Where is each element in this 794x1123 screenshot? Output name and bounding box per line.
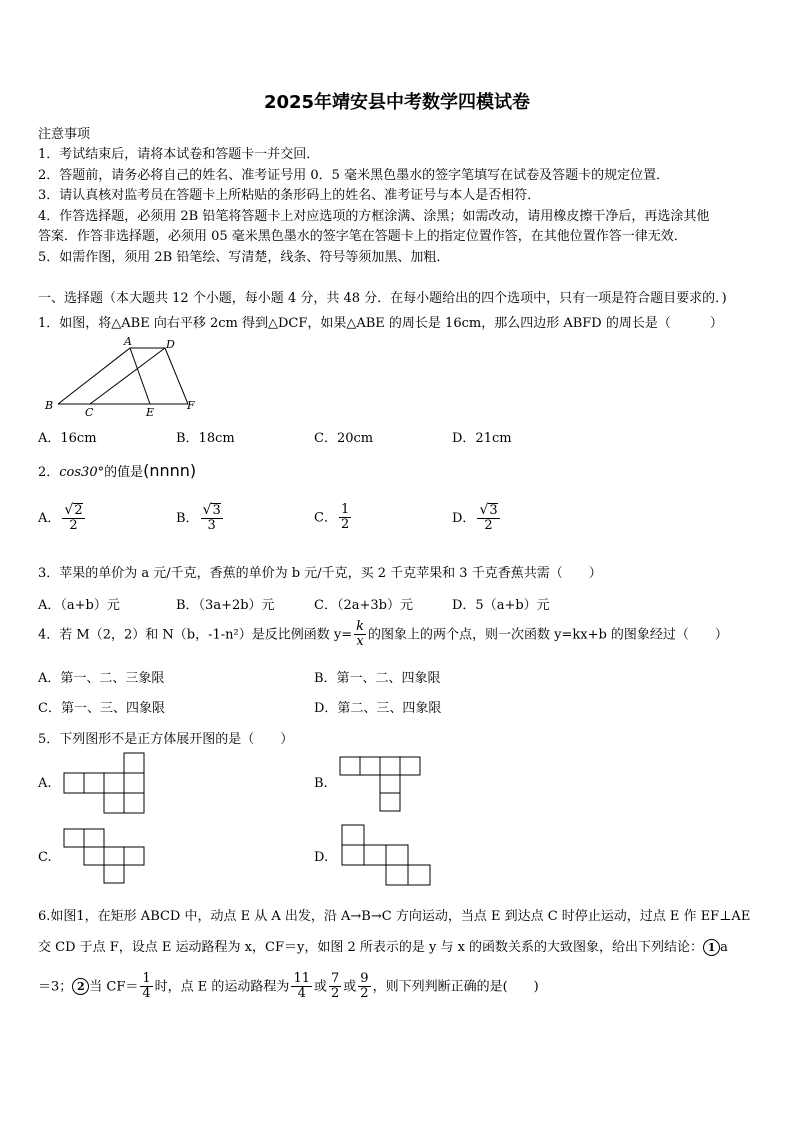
q1-figure <box>40 336 210 416</box>
q3-text: 3．苹果的单价为 a 元/千克，香蕉的单价为 b 元/千克，买 2 千克苹果和 3 千克香蕉共需（ ） <box>38 566 602 581</box>
q5-option-a-label: A. <box>38 776 52 791</box>
q3-option-c: C．（2a+3b）元 <box>314 598 413 613</box>
q5-net-d <box>340 824 434 890</box>
q1-label-b: B <box>45 399 54 412</box>
q5-option-d-label: D. <box>314 850 329 865</box>
q1-text: 1．如图，将△ABE 向右平移 2cm 得到△DCF，如果△ABE 的周长是 16cm，那么四边形 ABFD 的周长是（ ） <box>38 316 723 331</box>
q2-text: 2．cos30°的值是(nnnn) <box>38 461 197 480</box>
q1-label-a: A <box>124 336 132 348</box>
circled-1: 1 <box>703 939 720 956</box>
q4-option-c: C．第一、三、四象限 <box>38 701 165 716</box>
q5-net-a <box>62 752 148 814</box>
q2-paren: (nnnn) <box>143 461 197 480</box>
notice-item-5: 5．如需作图，须用 2B 铅笔绘、写清楚，线条、符号等须加黑、加粗． <box>38 250 450 265</box>
page-title: 2025年靖安县中考数学四模试卷 <box>263 92 531 113</box>
q1-option-d: D．21cm <box>452 431 512 446</box>
q1-label-c: C <box>85 406 94 416</box>
q5-text: 5．下列图形不是正方体展开图的是（ ） <box>38 732 294 747</box>
q1-option-c: C．20cm <box>314 431 374 446</box>
q3-option-b: B．（3a+2b）元 <box>176 598 275 613</box>
q2-option-c: C． $\frac{1}{2}$ <box>314 502 350 533</box>
q2-option-a: A． $\frac{√2}{2}$ <box>38 502 83 534</box>
q1-option-a: A．16cm <box>38 431 97 446</box>
q5-net-c <box>62 828 146 886</box>
q3-option-d: D．5（a+b）元 <box>452 598 550 613</box>
notice-item-3: 3．请认真核对监考员在答题卡上所粘贴的条形码上的姓名、准考证号与本人是否相符． <box>38 188 541 203</box>
q6-line-3: ＝3； 2 当 CF＝ $\frac{1}{4}$ 时，点 E 的运动路程为 $\frac{11}{4}$ 或 $\frac{7}{2}$ 或 $\frac{9}{2}$ ，则下列判断正确的是( ) <box>38 971 539 1002</box>
q1-option-b: B．18cm <box>176 431 235 446</box>
circled-2: 2 <box>72 978 89 995</box>
q2-option-d: D． $\frac{√3}{2}$ <box>452 502 498 534</box>
notice-item-4: 4．作答选择题，必须用 2B 铅笔将答题卡上对应选项的方框涂满、涂黑；如需改动，请用橡皮擦干净后，再选涂其他 <box>38 209 710 224</box>
q6-line-2: 交 CD 于点 F，设点 E 运动路程为 x，CF＝y，如图 2 所表示的是 y 与 x 的函数关系的大致图象，给出下列结论： 1 a <box>38 940 728 955</box>
notice-item-2: 2．答题前，请务必将自己的姓名、准考证号用 0．5 毫米黑色墨水的签字笔填写在试卷及答题卡的规定位置． <box>38 168 670 183</box>
q4-option-b: B．第一、二、四象限 <box>314 671 441 686</box>
q1-label-d: D <box>166 338 175 351</box>
q5-option-b-label: B. <box>314 776 328 791</box>
q2-option-b: B． $\frac{√3}{3}$ <box>176 502 221 534</box>
q4-option-d: D．第二、三、四象限 <box>314 701 442 716</box>
q4-option-a: A．第一、二、三象限 <box>38 671 165 686</box>
q5-net-b <box>338 756 422 812</box>
q1-label-f: F <box>187 399 195 412</box>
q4-text: 4．若 M（2，2）和 N（b，-1-n²）是反比例函数 y= $\frac{k}{x}$ 的图象上的两个点，则一次函数 y=kx+b 的图象经过（ ） <box>38 619 728 650</box>
q2-expr: cos30° <box>59 465 105 480</box>
section-heading: 一、选择题（本大题共 12 个小题，每小题 4 分，共 48 分．在每小题给出的四个选项中，只有一项是符合题目要求的．) <box>38 291 727 306</box>
q5-option-c-label: C. <box>38 850 52 865</box>
q1-label-e: E <box>146 406 155 416</box>
q6-line-1: 6.如图1，在矩形 ABCD 中，动点 E 从 A 出发，沿 A→B→C 方向运动，当点 E 到达点 C 时停止运动，过点 E 作 EF⊥AE <box>38 909 751 924</box>
notice-item-1: 1．考试结束后，请将本试卷和答题卡一并交回． <box>38 147 320 162</box>
notice-item-4-cont: 答案．作答非选择题，必须用 05 毫米黑色墨水的签字笔在答题卡上的指定位置作答，在其他位置作答一律无效． <box>38 229 687 244</box>
notice-heading: 注意事项 <box>38 127 91 142</box>
q3-option-a: A．（a+b）元 <box>38 598 120 613</box>
